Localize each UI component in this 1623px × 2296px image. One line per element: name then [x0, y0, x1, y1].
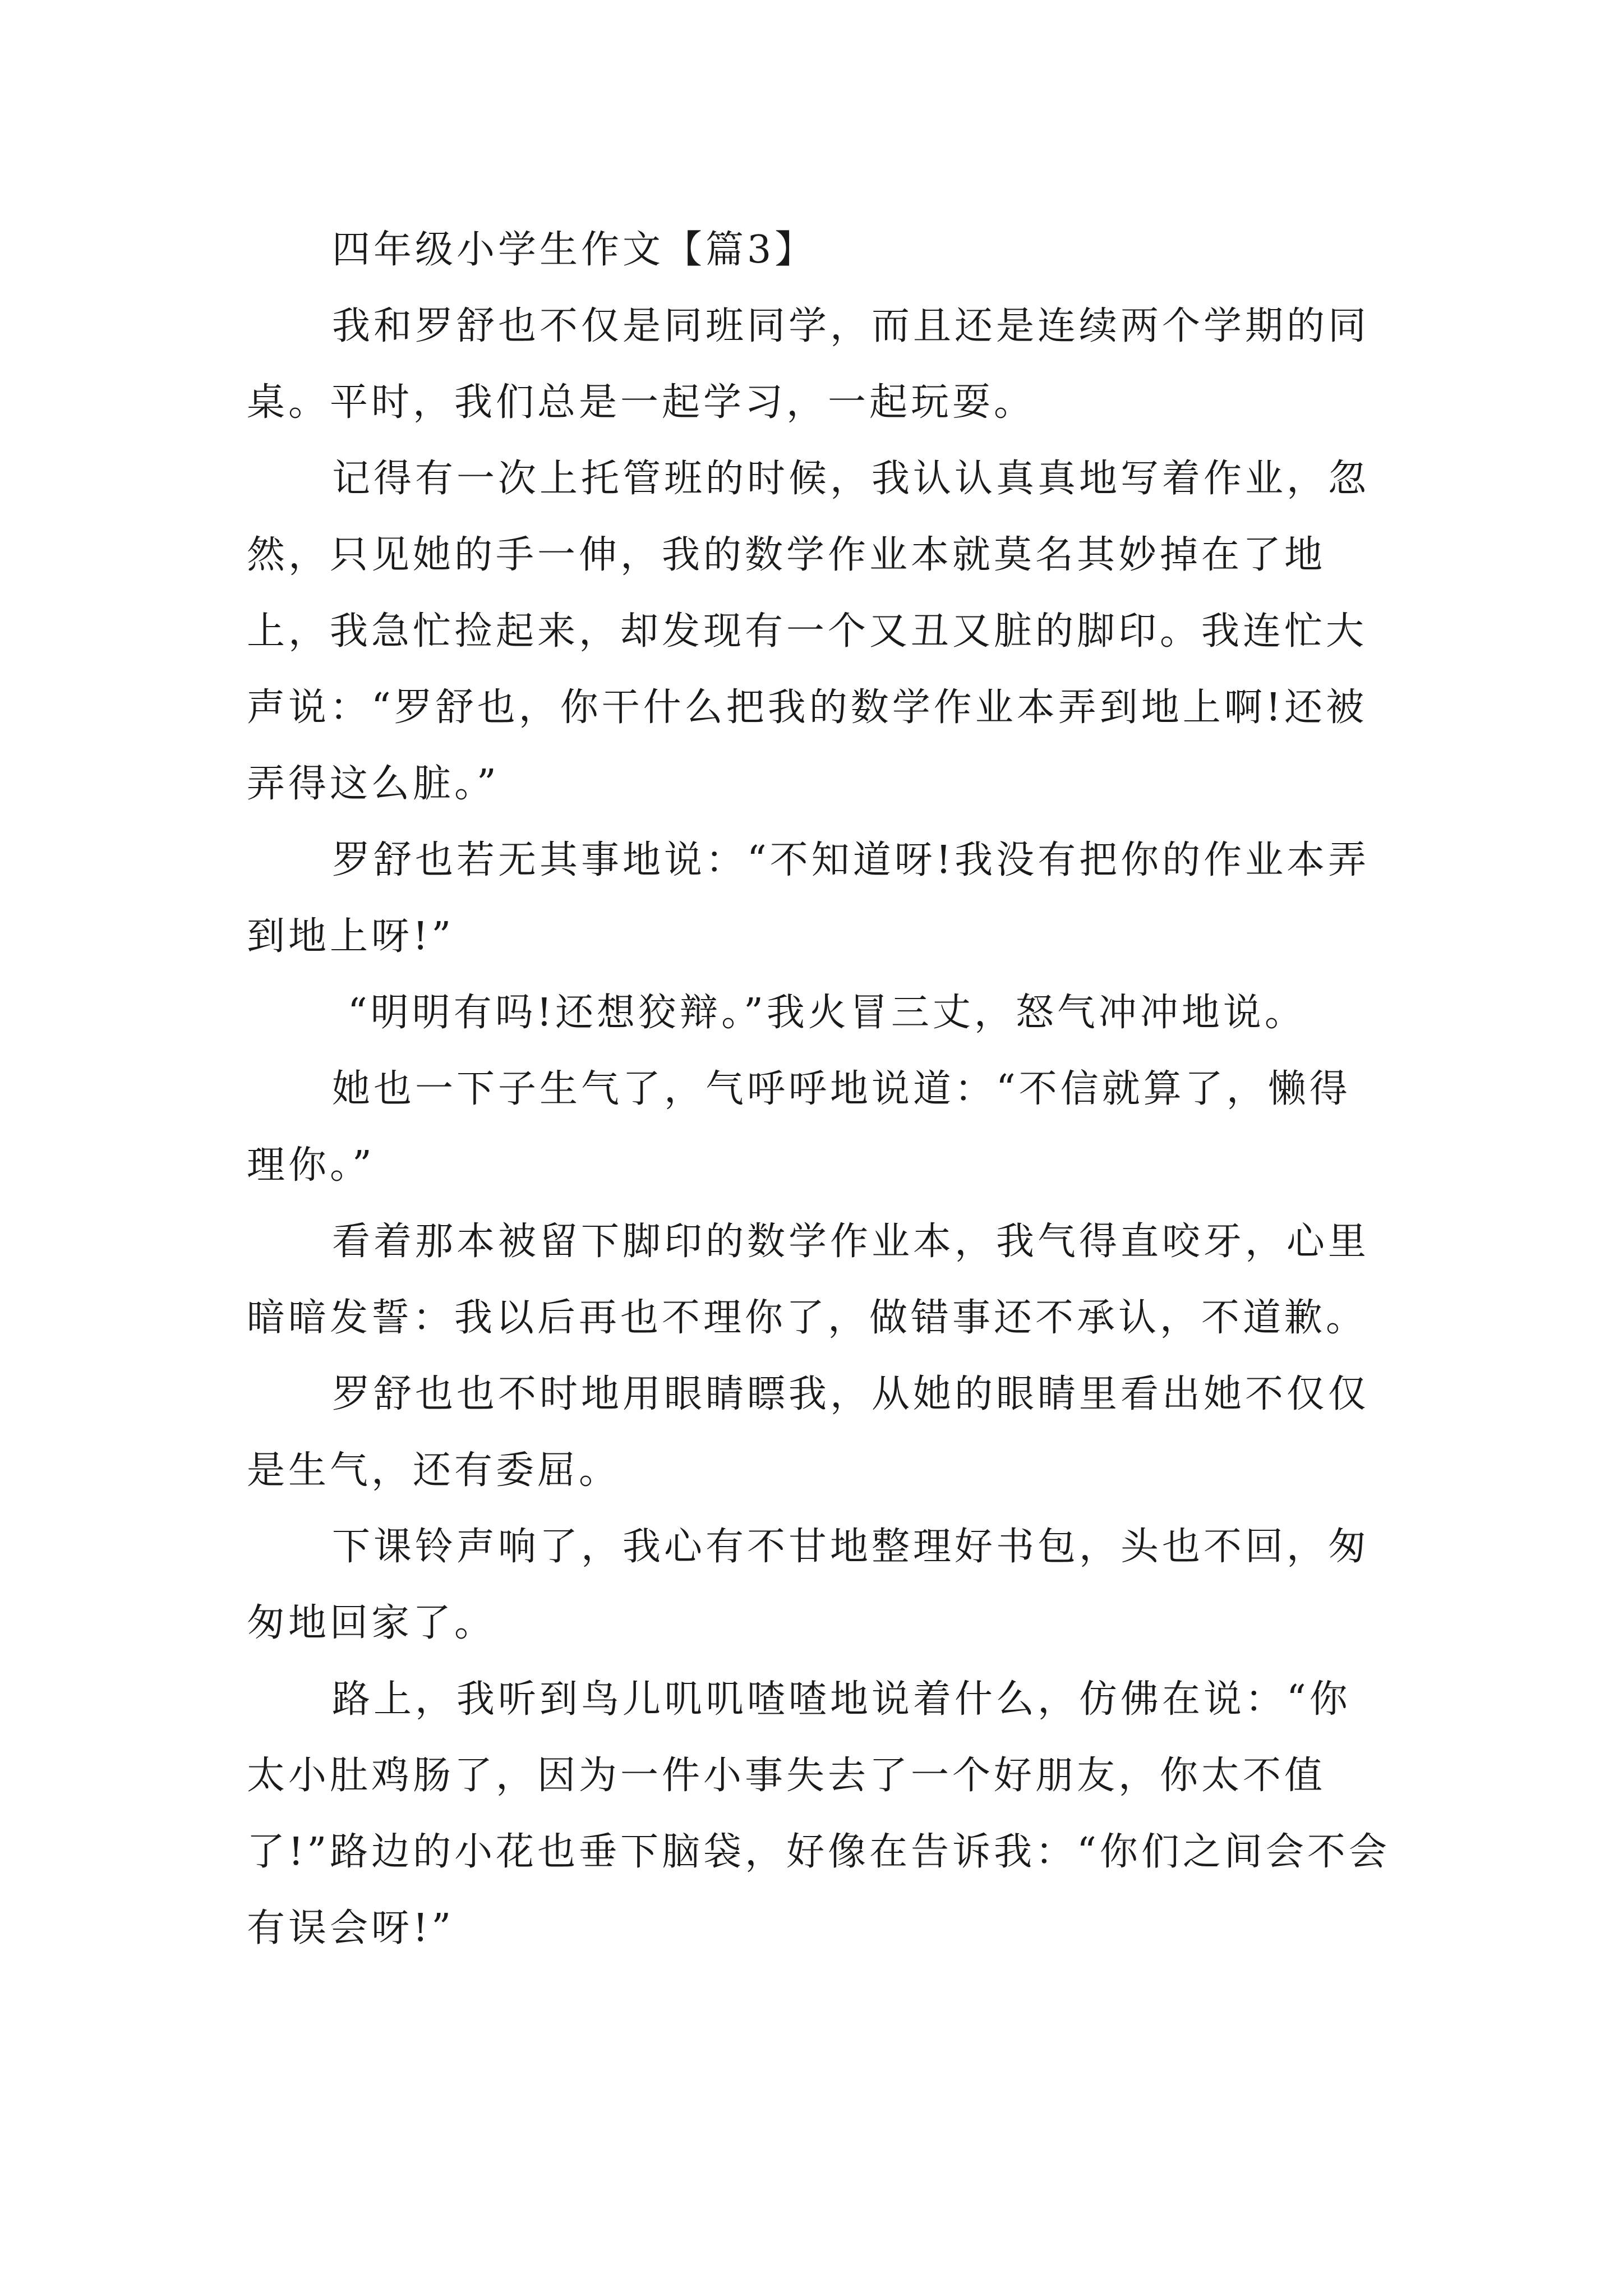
paragraph-9: 路上，我听到鸟儿叽叽喳喳地说着什么，仿佛在说：“你太小肚鸡肠了，因为一件小事失去了一个好朋友，你太不值了!”路边的小花也垂下脑袋，好像在告诉我：“你们之间会不会有误会呀!”: [247, 1677, 1390, 1950]
paragraph-4: “明明有吗!还想狡辩。”我火冒三丈，怒气冲冲地说。: [348, 991, 1306, 1035]
paragraph-3: 罗舒也若无其事地说：“不知道呀!我没有把你的作业本弄到地上呀!”: [247, 838, 1370, 959]
paragraph-6: 看着那本被留下脚印的数学作业本，我气得直咬牙，心里暗暗发誓：我以后再也不理你了，做错事还不承认，不道歉。: [247, 1220, 1370, 1340]
paragraph-7: 罗舒也也不时地用眼睛瞟我，从她的眼睛里看出她不仅仅是生气，还有委屈。: [247, 1372, 1370, 1493]
paragraph-2: 记得有一次上托管班的时候，我认认真真地写着作业，忽然，只见她的手一伸，我的数学作业本就莫名其妙掉在了地上，我急忙捡起来，却发现有一个又丑又脏的脚印。我连忙大声说：“罗舒也，你干什么把我的数学作业本弄到地上啊!还被弄得这么脏。”: [247, 457, 1370, 806]
paragraph-5: 她也一下子生气了，气呼呼地说道：“不信就算了，懒得理你。”: [247, 1067, 1351, 1188]
paragraph-1: 我和罗舒也不仅是同班同学，而且还是连续两个学期的同桌。平时，我们总是一起学习，一起玩耍。: [247, 304, 1370, 425]
paragraph-8: 下课铃声响了，我心有不甘地整理好书包，头也不回，匆匆地回家了。: [247, 1525, 1370, 1645]
document-body: [247, 212, 1391, 1967]
essay-title: 四年级小学生作文【篇3】: [332, 228, 817, 272]
